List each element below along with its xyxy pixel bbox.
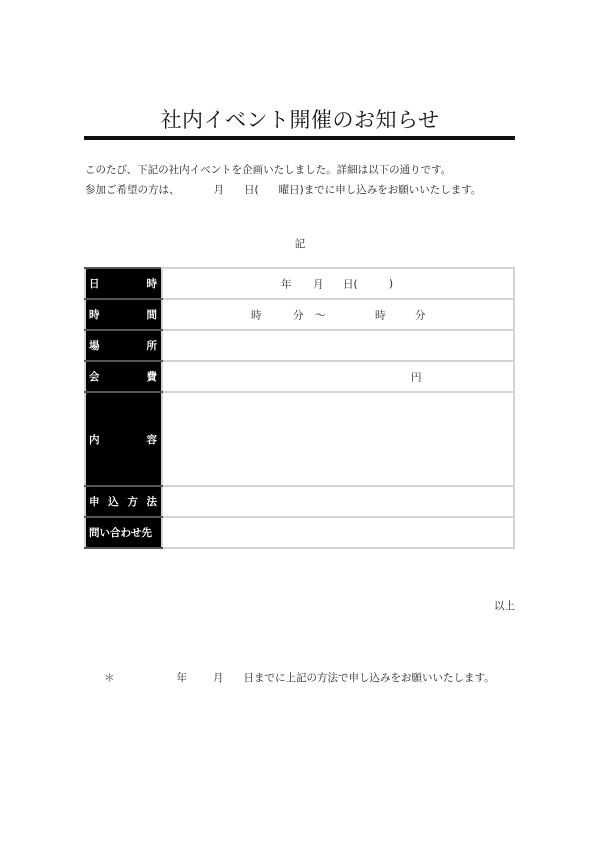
value-content[interactable] [162,392,514,486]
value-fee[interactable] [162,361,514,392]
intro-line-2 [85,180,481,200]
intro-line-2-suffix: 曜日)までに申し込みをお願いいたします。 [278,184,482,196]
start-hour-unit: 時 [251,309,262,321]
month-unit: 月 [313,278,324,290]
value-time[interactable] [162,299,514,330]
label-char: 間 [146,309,157,321]
weekday-close: ) [389,277,394,290]
value-datetime[interactable] [162,268,514,299]
label-char: 時 [146,278,157,290]
value-place[interactable] [162,330,514,361]
label-contact [85,517,162,548]
table-row-datetime [85,268,514,299]
year-unit: 年 [281,278,292,290]
end-hour-unit: 時 [375,309,386,321]
label-time [85,299,162,330]
start-minute-unit: 分 [293,309,304,321]
value-contact[interactable] [162,517,514,548]
intro-paragraph [85,160,481,200]
label-char: 費 [146,371,157,383]
label-content [85,392,162,486]
table-row-content [85,392,514,486]
ki-heading: 記 [294,238,306,250]
asterisk-mark: ＊ [104,672,115,684]
table-row-time [85,299,514,330]
end-minute-unit: 分 [415,309,426,321]
table-row-application-method [85,486,514,517]
footer-note [104,670,495,685]
label-char: 申 [89,496,100,508]
yen-unit: 円 [411,371,422,383]
label-char: 込 [108,496,119,508]
label-char: 所 [146,340,157,352]
label-char: 法 [146,496,157,508]
event-info-table [84,267,515,549]
label-char: 方 [127,496,138,508]
table-row-fee [85,361,514,392]
page-title: 社内イベント開催のお知らせ [160,108,440,132]
footer-month-unit: 月 [213,672,224,684]
day-unit: 日( [343,278,358,290]
table-row-contact [85,517,514,548]
footer-suffix: 日までに上記の方法で申し込みをお願いいたします。 [243,672,495,684]
label-char: 会 [89,371,100,383]
intro-month: 月 [213,184,224,196]
value-application-method[interactable] [162,486,514,517]
table-row-place [85,330,514,361]
label-char: 日 [89,278,100,290]
label-text: 問い合わせ先 [89,527,152,539]
intro-day: 日( [244,184,259,196]
closing-remark: 以上 [494,600,515,612]
label-char: 時 [89,309,100,321]
label-char: 内 [89,433,100,446]
label-place [85,330,162,361]
label-application-method [85,486,162,517]
label-char: 容 [146,433,157,446]
label-datetime [85,268,162,299]
footer-year-unit: 年 [176,672,187,684]
title-underline [84,136,515,140]
label-char: 場 [89,340,100,352]
intro-line-1: このたび、下記の社内イベントを企画いたしました。詳細は以下の通りです。 [85,164,452,176]
intro-line-2-prefix: 参加ご希望の方は、 [85,184,180,196]
range-tilde: ～ [315,309,326,321]
label-fee [85,361,162,392]
